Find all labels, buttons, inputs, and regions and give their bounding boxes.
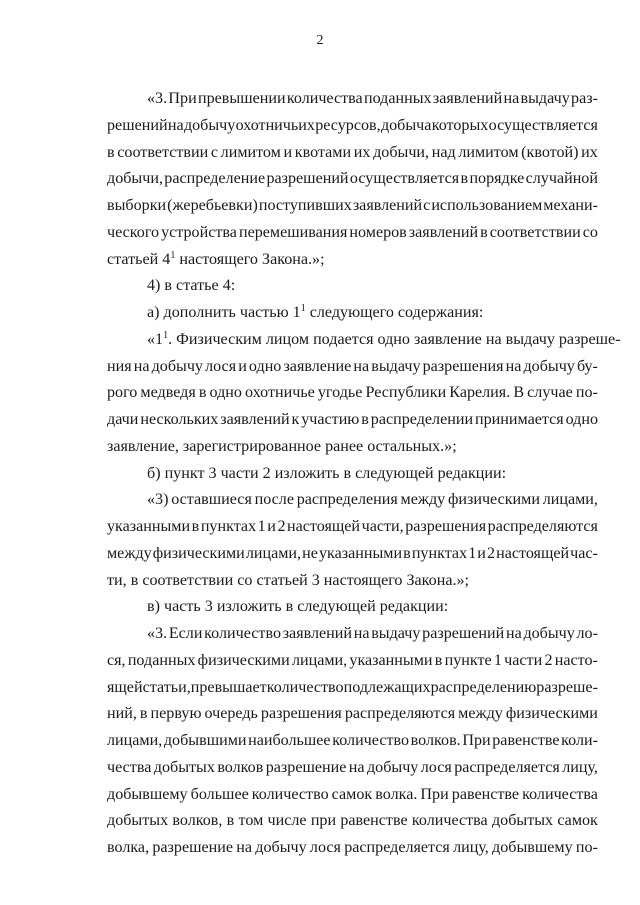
- word: заявлений: [408, 223, 479, 241]
- word: распределяются: [487, 518, 598, 535]
- word: одно: [209, 384, 242, 402]
- paragraph-quote-point-3: [107, 487, 598, 594]
- word: указанными: [107, 518, 191, 535]
- word: статьи,: [142, 678, 191, 696]
- word: заявлений: [220, 411, 290, 428]
- word: соответствии: [117, 143, 209, 161]
- word: части,: [361, 518, 404, 535]
- word: добытых: [153, 758, 215, 776]
- word: одно: [565, 411, 598, 428]
- word: ческого: [107, 223, 160, 241]
- word: очередь: [204, 705, 258, 723]
- word: физическими: [197, 651, 290, 669]
- word: ло-: [576, 625, 598, 642]
- word: на: [133, 357, 150, 375]
- word: после: [254, 491, 294, 509]
- word: «3.: [147, 90, 168, 107]
- word: на: [348, 758, 365, 776]
- text-line: [107, 621, 598, 648]
- word: добычу: [255, 839, 307, 856]
- word: перемешивания: [238, 223, 348, 241]
- text-line: [107, 354, 598, 381]
- word: ресурсов,: [315, 116, 381, 134]
- word: наибольшее: [248, 732, 331, 749]
- text-fragment: «1: [147, 330, 164, 348]
- word: квотами: [294, 143, 352, 161]
- text-line: [107, 675, 598, 702]
- text-line: [107, 728, 598, 755]
- text-fragment: статьей 4: [107, 250, 171, 268]
- word: волков.: [410, 732, 461, 749]
- word: не: [302, 544, 318, 562]
- word: распределяются: [344, 705, 456, 723]
- paragraph-item-b: [107, 461, 598, 488]
- text-line: [107, 113, 598, 140]
- word: 1: [493, 651, 502, 669]
- word: порядке: [469, 170, 525, 188]
- text-line: заявление, зарегистрированное ранее остальных.»;: [107, 437, 457, 455]
- word: количества: [286, 90, 363, 107]
- word: дачи: [107, 411, 139, 428]
- word: распределении: [370, 411, 474, 428]
- word: количество: [204, 625, 281, 642]
- word: одно: [248, 357, 282, 375]
- word: охотничьих: [235, 116, 315, 134]
- superscript: 1: [170, 249, 176, 261]
- word: «3.: [147, 625, 168, 642]
- word: добывшему: [107, 785, 188, 803]
- word: указанными: [318, 544, 403, 562]
- word: волка.: [375, 785, 418, 803]
- word: пунктах: [411, 544, 468, 562]
- word: решений: [107, 116, 168, 134]
- word: на: [167, 116, 184, 134]
- word: разрешения: [405, 518, 487, 535]
- word: добычу: [183, 116, 236, 134]
- word: с: [210, 143, 219, 161]
- word: со: [582, 223, 598, 241]
- word: равенстве: [451, 785, 520, 803]
- word: чества: [107, 758, 152, 776]
- text-fragment: а) дополнить частью 1: [147, 304, 301, 321]
- word: самок: [557, 812, 598, 830]
- word: лимитом: [458, 143, 519, 161]
- word: использованием: [431, 197, 543, 214]
- paragraph-quote-part-1-1: [107, 327, 621, 461]
- word: равенстве: [492, 732, 560, 749]
- word: угодье: [317, 384, 363, 402]
- word: том: [238, 812, 264, 830]
- text-line: [107, 514, 598, 541]
- word: в: [480, 223, 488, 241]
- text-line: ти, в соответствии со статьей 3 настоящего Закона.»;: [107, 571, 470, 589]
- word: При: [420, 785, 449, 803]
- word: коли-: [561, 732, 598, 749]
- word: ся,: [107, 651, 126, 669]
- word: их: [581, 143, 598, 161]
- word: большее: [190, 785, 249, 803]
- word: случае: [527, 384, 573, 402]
- word: в: [361, 411, 369, 428]
- word: номеров: [349, 223, 407, 241]
- word: выдачу: [520, 90, 570, 107]
- word: количества: [522, 785, 598, 803]
- word: лимитом: [220, 143, 281, 161]
- word: первую: [150, 705, 202, 723]
- word: лицами,: [107, 732, 163, 749]
- word: заявлений: [432, 90, 503, 107]
- word: добывшему: [492, 839, 573, 856]
- word: которых: [431, 116, 489, 134]
- word: добычи,: [107, 170, 163, 188]
- word: распределению: [430, 678, 537, 696]
- word: добычу: [523, 357, 575, 375]
- word: лося: [205, 357, 237, 375]
- word: «3): [147, 491, 169, 509]
- text-line: б) пункт 3 части 2 изложить в следующей редакции:: [147, 464, 507, 482]
- text-line: [107, 166, 598, 193]
- word: 2: [486, 544, 496, 562]
- word: ния: [107, 357, 132, 375]
- word: в: [403, 544, 411, 562]
- word: по-: [575, 384, 598, 402]
- word: превышает: [190, 678, 267, 696]
- word: выборки: [107, 197, 167, 214]
- word: и: [267, 518, 276, 535]
- word: и: [238, 357, 247, 375]
- word: заявлений: [282, 625, 353, 642]
- word: превышении: [197, 90, 286, 107]
- word: волков,: [172, 812, 223, 830]
- word: разрешения: [260, 705, 342, 723]
- word: настоящей: [496, 544, 570, 562]
- word: добычу: [523, 625, 575, 642]
- word: случайной: [525, 170, 598, 188]
- word: физическими: [505, 705, 598, 723]
- word: равенстве: [340, 812, 408, 830]
- word: Республики: [365, 384, 447, 402]
- word: 2: [277, 518, 286, 535]
- word: настоящей: [287, 518, 361, 535]
- text-line: [107, 487, 598, 514]
- text-line: [107, 782, 598, 809]
- word: нескольких: [140, 411, 219, 428]
- word: на: [353, 357, 370, 375]
- word: в: [107, 143, 115, 161]
- word: и: [283, 143, 293, 161]
- word: над: [431, 143, 456, 161]
- word: между: [107, 544, 152, 562]
- word: добывшими: [163, 732, 247, 749]
- word: количество: [251, 785, 329, 803]
- word: на: [353, 625, 370, 642]
- word: пункте: [444, 651, 492, 669]
- word: устройства: [161, 223, 237, 241]
- text-fragment: следующего содержания:: [305, 304, 484, 321]
- word: количество: [266, 678, 344, 696]
- word: самок: [331, 785, 373, 803]
- word: волка,: [107, 839, 150, 856]
- word: час-: [570, 544, 598, 562]
- word: распределяется: [344, 839, 450, 856]
- word: 1: [468, 544, 477, 562]
- document-body: [107, 86, 621, 862]
- word: на: [505, 357, 522, 375]
- text-line: [107, 648, 598, 675]
- word: физическими: [447, 491, 540, 509]
- word: добычу: [151, 357, 203, 375]
- text-line: [107, 380, 598, 407]
- word: лицами,: [291, 651, 348, 669]
- word: медведя: [140, 384, 196, 402]
- word: лося: [420, 758, 452, 776]
- word: на: [505, 625, 522, 642]
- word: выдачу: [371, 357, 421, 375]
- word: разрешение: [265, 758, 347, 776]
- word: лося: [309, 839, 341, 856]
- word: их: [353, 143, 371, 161]
- word: Если: [168, 625, 203, 642]
- word: в: [191, 518, 200, 535]
- word: участию: [301, 411, 360, 428]
- word: осуществляется: [488, 116, 598, 134]
- word: в: [460, 170, 469, 188]
- word: лицу,: [453, 839, 489, 856]
- word: 1: [257, 518, 266, 535]
- word: пунктах: [200, 518, 257, 535]
- word: количество: [332, 732, 410, 749]
- word: указанными: [349, 651, 433, 669]
- word: поступивших: [258, 197, 352, 214]
- paragraph-item-4: [107, 273, 598, 300]
- text-line: [107, 247, 598, 274]
- word: на: [503, 90, 520, 107]
- word: заявлений: [352, 197, 423, 214]
- word: ний,: [107, 705, 137, 723]
- word: соответствии: [489, 223, 581, 241]
- word: в: [198, 384, 207, 402]
- word: в: [226, 812, 235, 830]
- word: в: [139, 705, 148, 723]
- text-line: [107, 327, 621, 354]
- text-line: [107, 755, 598, 782]
- word: разрешения: [422, 357, 504, 375]
- word: между: [400, 491, 446, 509]
- word: насто-: [554, 651, 598, 669]
- word: между: [458, 705, 503, 723]
- word: на: [236, 839, 253, 856]
- text-line: [107, 220, 598, 247]
- text-line: [107, 86, 598, 113]
- word: и: [477, 544, 486, 562]
- word: разрешений: [266, 170, 349, 188]
- word: При: [168, 90, 197, 107]
- word: ящей: [107, 678, 143, 696]
- word: (жеребьевки): [167, 197, 258, 214]
- word: лицами,: [245, 544, 302, 562]
- text-line: [107, 808, 598, 835]
- text-line: [107, 541, 598, 568]
- superscript: 1: [300, 303, 306, 314]
- paragraph-item-v: [107, 594, 598, 621]
- text-line: [107, 701, 598, 728]
- word: поданных: [127, 651, 196, 669]
- text-line: 4) в статье 4:: [147, 277, 236, 295]
- text-line: [107, 193, 598, 220]
- paragraph-item-a: [107, 300, 598, 327]
- word: (квотой): [521, 143, 579, 161]
- word: по-: [575, 839, 598, 856]
- word: с: [423, 197, 431, 214]
- word: Карелия.: [449, 384, 511, 402]
- word: разреше-: [536, 678, 598, 696]
- word: лицами,: [542, 491, 598, 509]
- superscript: 1: [163, 329, 169, 341]
- word: добытых: [491, 812, 554, 830]
- word: в: [434, 651, 443, 669]
- word: заявление: [283, 357, 352, 375]
- word: добыча: [380, 116, 432, 134]
- word: осуществляется: [349, 170, 460, 188]
- word: разрешений: [422, 625, 505, 642]
- word: разрешение: [152, 839, 234, 856]
- word: В: [513, 384, 525, 402]
- word: к: [291, 411, 300, 428]
- word: волков: [217, 758, 264, 776]
- word: добычи,: [373, 143, 430, 161]
- text-fragment: настоящего Закона.»;: [175, 250, 325, 268]
- text-line: [107, 407, 598, 434]
- word: распределение: [164, 170, 266, 188]
- word: поданных: [363, 90, 432, 107]
- word: части: [504, 651, 543, 669]
- word: рого: [107, 384, 138, 402]
- word: При: [462, 732, 491, 749]
- word: распределения: [296, 491, 398, 509]
- word: 2: [544, 651, 553, 669]
- word: механи-: [543, 197, 598, 214]
- word: распределяется: [454, 758, 560, 776]
- word: количества: [411, 812, 488, 830]
- word: при: [310, 812, 337, 830]
- word: раз-: [571, 90, 598, 107]
- word: принимается: [475, 411, 564, 428]
- word: добычу: [366, 758, 419, 776]
- text-line: [107, 835, 598, 862]
- word: охотничье: [245, 384, 315, 402]
- text-line: [107, 140, 598, 167]
- text-line: в) часть 3 изложить в следующей редакции:: [147, 598, 449, 616]
- paragraph-quote-part-3: [107, 86, 598, 273]
- word: числе: [267, 812, 307, 830]
- word: лицу,: [562, 758, 598, 776]
- word: выдачу: [371, 625, 421, 642]
- word: физическими: [152, 544, 245, 562]
- word: подлежащих: [343, 678, 431, 696]
- page-number: 2: [316, 33, 324, 48]
- text-fragment: . Физическим лицом подается одно заявление на выдачу разреше-: [168, 330, 621, 348]
- word: добытых: [107, 812, 169, 830]
- paragraph-quote-part-3-new: [107, 621, 598, 862]
- word: бу-: [576, 357, 598, 375]
- word: оставшиеся: [171, 491, 252, 509]
- text-line: [107, 300, 598, 327]
